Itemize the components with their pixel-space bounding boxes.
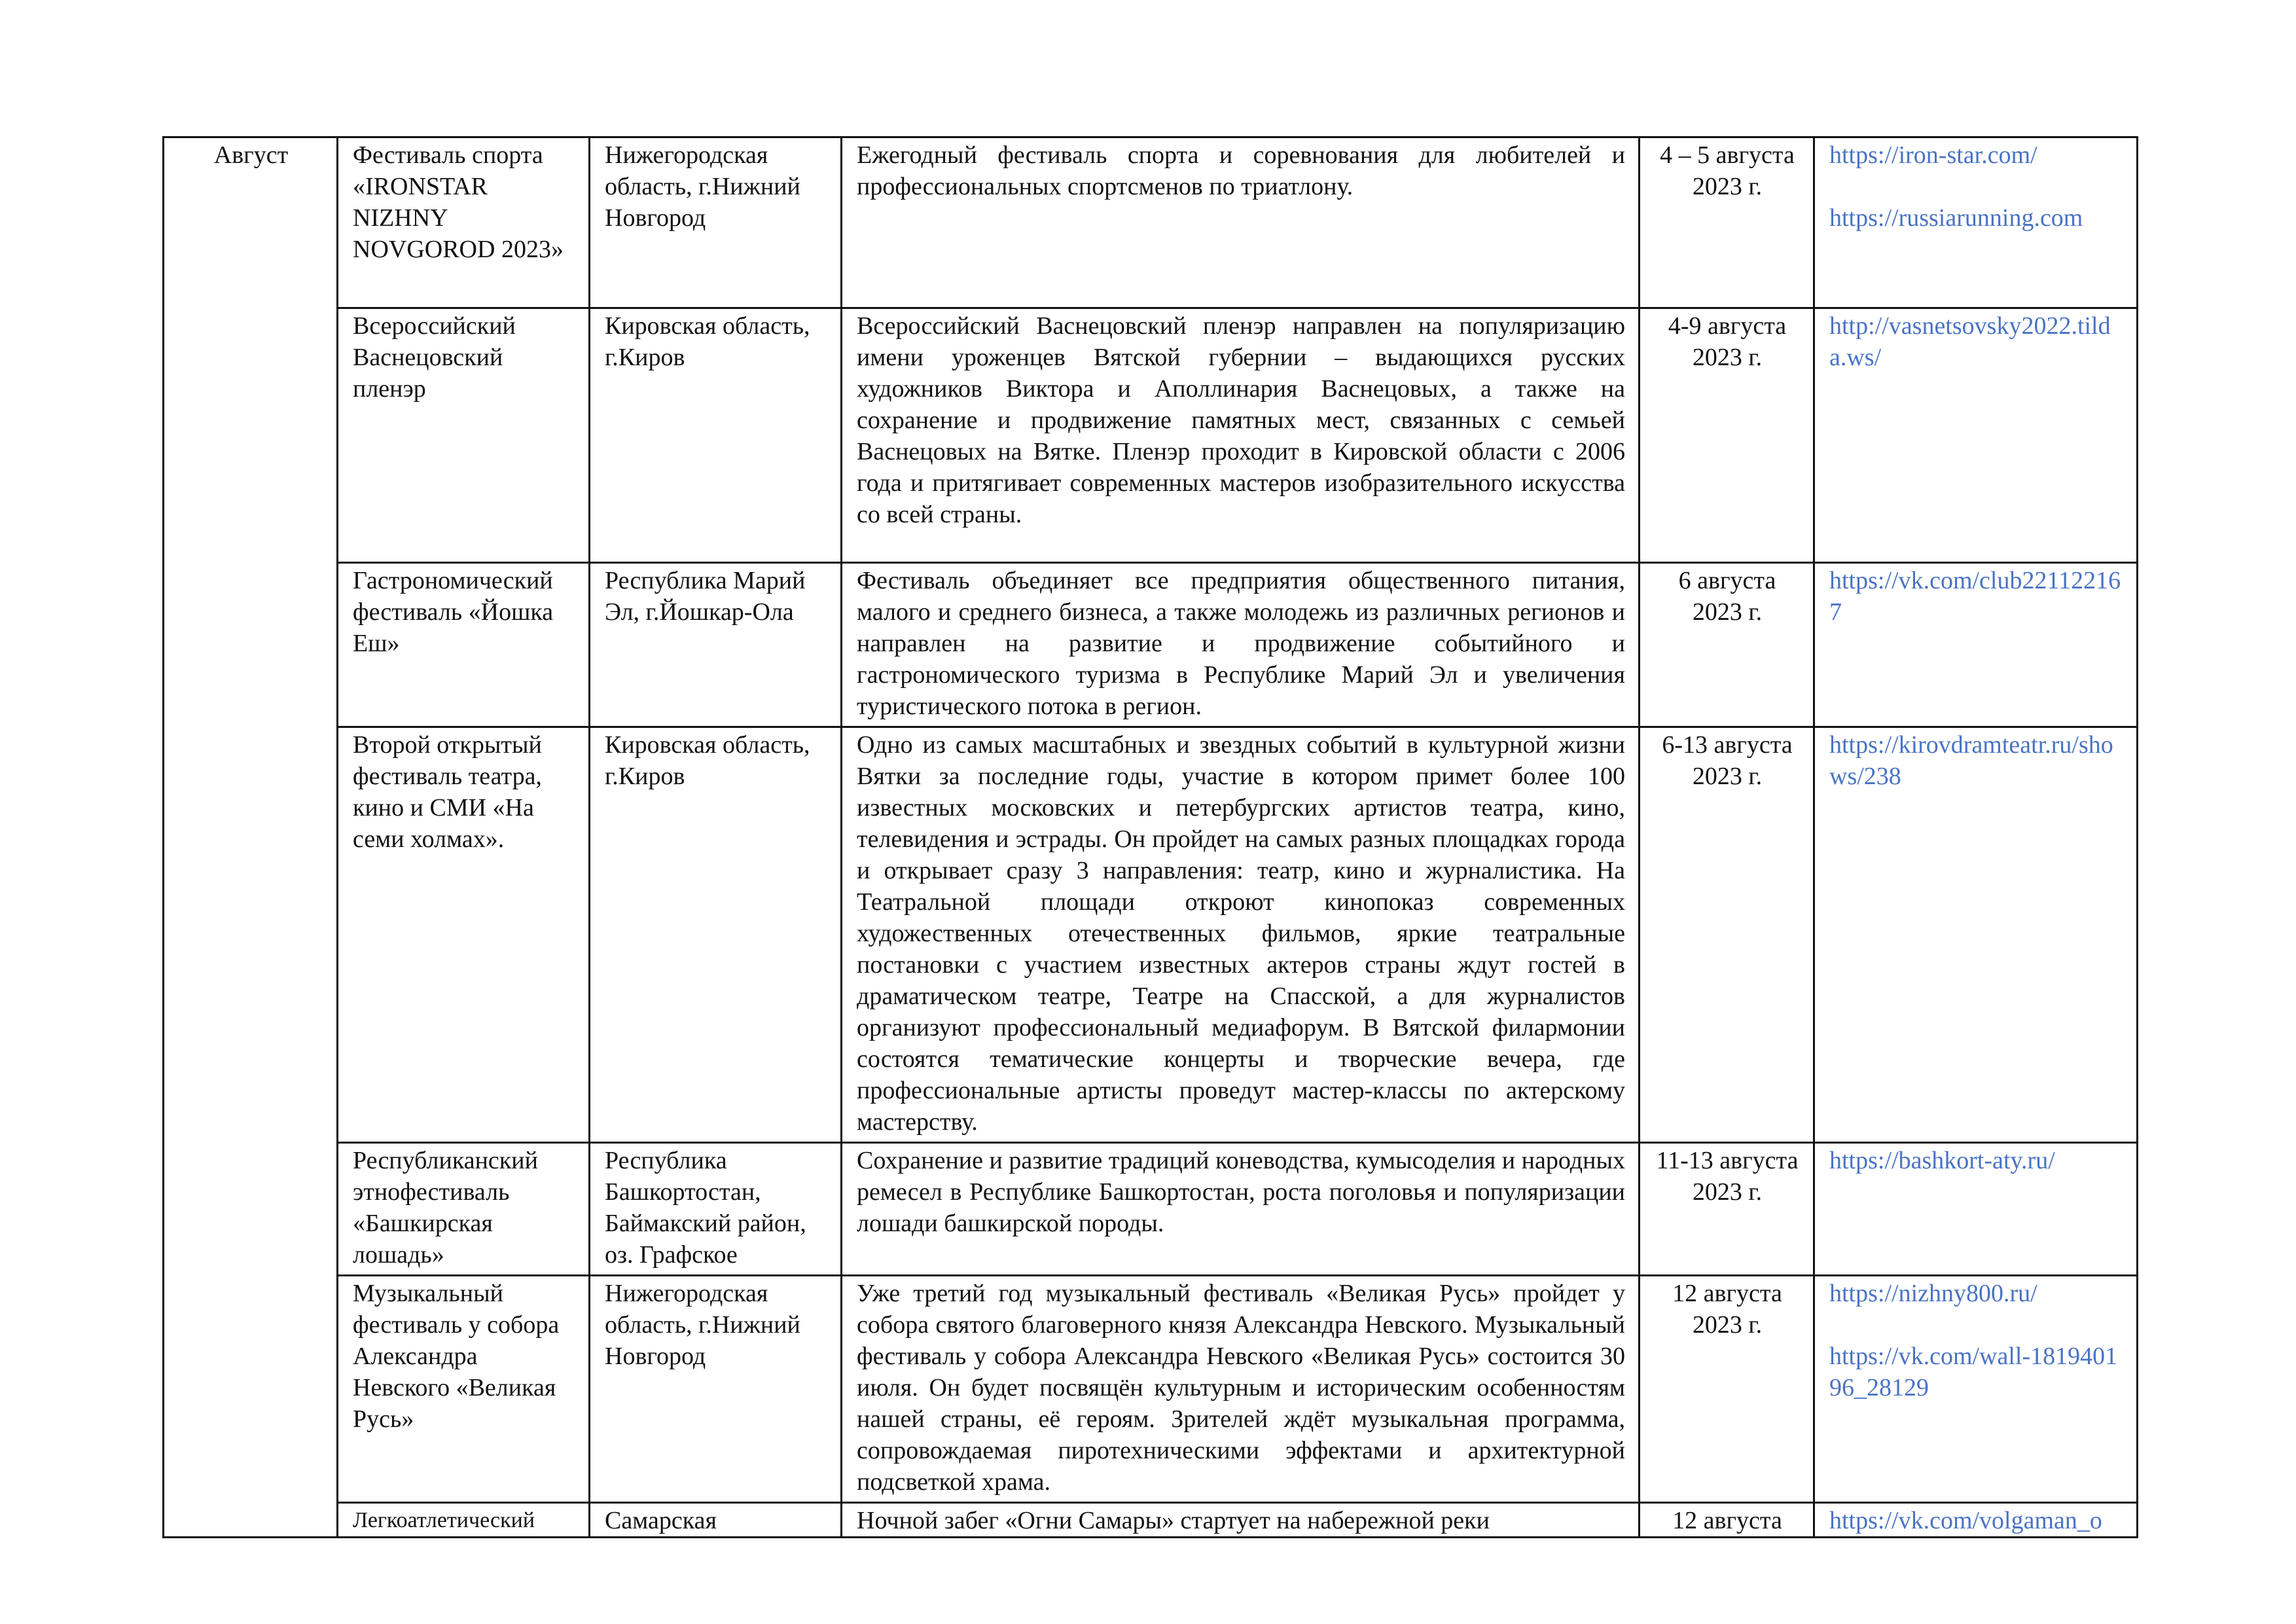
event-links — [1814, 1143, 2138, 1276]
event-links — [1814, 1276, 2138, 1503]
event-description: Ночной забег «Огни Самары» стартует на набережной реки — [842, 1503, 1640, 1538]
event-link[interactable]: http://vasnetsovsky2022.tilda.ws/ — [1829, 312, 2111, 371]
event-date: 11-13 августа 2023 г. — [1640, 1143, 1814, 1276]
event-links — [1814, 727, 2138, 1143]
event-link[interactable]: https://kirovdramteatr.ru/shows/238 — [1829, 731, 2113, 790]
table-row — [164, 563, 2138, 727]
event-description: Фестиваль объединяет все предприятия общественного питания, малого и среднего бизнеса, а также молодежь из различных регионов и направлен на развитие и продвижение событийного и гастрономического туризма в Республике Марий Эл и увеличения туристического потока в регион. — [842, 563, 1640, 727]
event-date: 12 августа — [1640, 1503, 1814, 1538]
event-name: Гастрономический фестиваль «Йошка Еш» — [338, 563, 590, 727]
event-name: Всероссийский Васнецовский пленэр — [338, 308, 590, 563]
event-description: Ежегодный фестиваль спорта и соревнования для любителей и профессиональных спортсменов по триатлону. — [842, 137, 1640, 308]
event-description: Одно из самых масштабных и звездных событий в культурной жизни Вятки за последние годы, участие в котором примет более 100 известных московских и петербургских артистов театра, кино, телевидения и эстрады. Он пройдет на самых разных площадках города и открывает сразу 3 направления: театр, кино и журналистика. На Театральной площади откроют кинопоказ современных художественных отечественных фильмов, яркие театральные постановки с участием известных актеров страны ждут гостей в драматическом театре, Театре на Спасской, а для журналистов организуют профессиональный медиафорум. В Вятской филармонии состоятся тематические концерты и творческие вечера, где профессиональные артисты проведут мастер-классы по актерскому мастерству. — [842, 727, 1640, 1143]
event-link[interactable]: https://nizhny800.ru/ — [1829, 1280, 2037, 1307]
table-row — [164, 727, 2138, 1143]
table-row — [164, 1143, 2138, 1276]
event-name: Музыкальный фестиваль у собора Александра Невского «Великая Русь» — [338, 1276, 590, 1503]
event-link[interactable]: https://iron-star.com/ — [1829, 141, 2037, 169]
event-links — [1814, 137, 2138, 308]
event-date: 6-13 августа 2023 г. — [1640, 727, 1814, 1143]
event-place: Республика Марий Эл, г.Йошкар-Ола — [590, 563, 842, 727]
events-table — [162, 136, 2138, 1538]
event-link[interactable]: https://vk.com/club221122167 — [1829, 567, 2121, 626]
event-links — [1814, 563, 2138, 727]
event-links — [1814, 308, 2138, 563]
event-link[interactable]: https://vk.com/volgaman_o — [1829, 1507, 2102, 1534]
event-description: Всероссийский Васнецовский пленэр направлен на популяризацию имени уроженцев Вятской губернии – выдающихся русских художников Виктора и Аполлинария Васнецовых, а также на сохранение и продвижение памятных мест, связанных с семьей Васнецовых на Вятке. Пленэр проходит в Кировской области с 2006 года и притягивает современных мастеров изобразительного искусства со всей страны. — [842, 308, 1640, 563]
event-description: Уже третий год музыкальный фестиваль «Великая Русь» пройдет у собора святого благоверного князя Александра Невского. Музыкальный фестиваль у собора Александра Невского «Великая Русь» состоится 30 июля. Он будет посвящён культурным и историческим особенностям нашей страны, её героям. Зрителей ждёт музыкальная программа, сопровождаемая пиротехническими эффектами и архитектурной подсветкой храма. — [842, 1276, 1640, 1503]
event-name: Республиканский этнофестиваль «Башкирская лошадь» — [338, 1143, 590, 1276]
event-date: 4-9 августа 2023 г. — [1640, 308, 1814, 563]
event-link[interactable]: https://bashkort-aty.ru/ — [1829, 1147, 2055, 1174]
event-links — [1814, 1503, 2138, 1538]
table-row — [164, 308, 2138, 563]
event-name: Второй открытый фестиваль театра, кино и СМИ «На семи холмах». — [338, 727, 590, 1143]
event-date: 12 августа 2023 г. — [1640, 1276, 1814, 1503]
event-place: Самарская — [590, 1503, 842, 1538]
event-description: Сохранение и развитие традиций коневодства, кумысоделия и народных ремесел в Республике Башкортостан, роста поголовья и популяризации лошади башкирской породы. — [842, 1143, 1640, 1276]
event-name: Легкоатлетический — [338, 1503, 590, 1538]
table-row — [164, 1503, 2138, 1538]
event-date: 4 – 5 августа 2023 г. — [1640, 137, 1814, 308]
event-link[interactable]: https://russiarunning.com — [1829, 204, 2083, 232]
event-place: Кировская область, г.Киров — [590, 308, 842, 563]
event-date: 6 августа 2023 г. — [1640, 563, 1814, 727]
table-row — [164, 1276, 2138, 1503]
event-name: Фестиваль спорта «IRONSTAR NIZHNY NOVGOROD 2023» — [338, 137, 590, 308]
event-place: Кировская область, г.Киров — [590, 727, 842, 1143]
month-cell: Август — [164, 137, 338, 1538]
event-place: Нижегородская область, г.Нижний Новгород — [590, 137, 842, 308]
event-place: Республика Башкортостан, Баймакский район, оз. Графское — [590, 1143, 842, 1276]
event-place: Нижегородская область, г.Нижний Новгород — [590, 1276, 842, 1503]
event-link[interactable]: https://vk.com/wall-181940196_28129 — [1829, 1343, 2118, 1401]
table-row — [164, 137, 2138, 308]
